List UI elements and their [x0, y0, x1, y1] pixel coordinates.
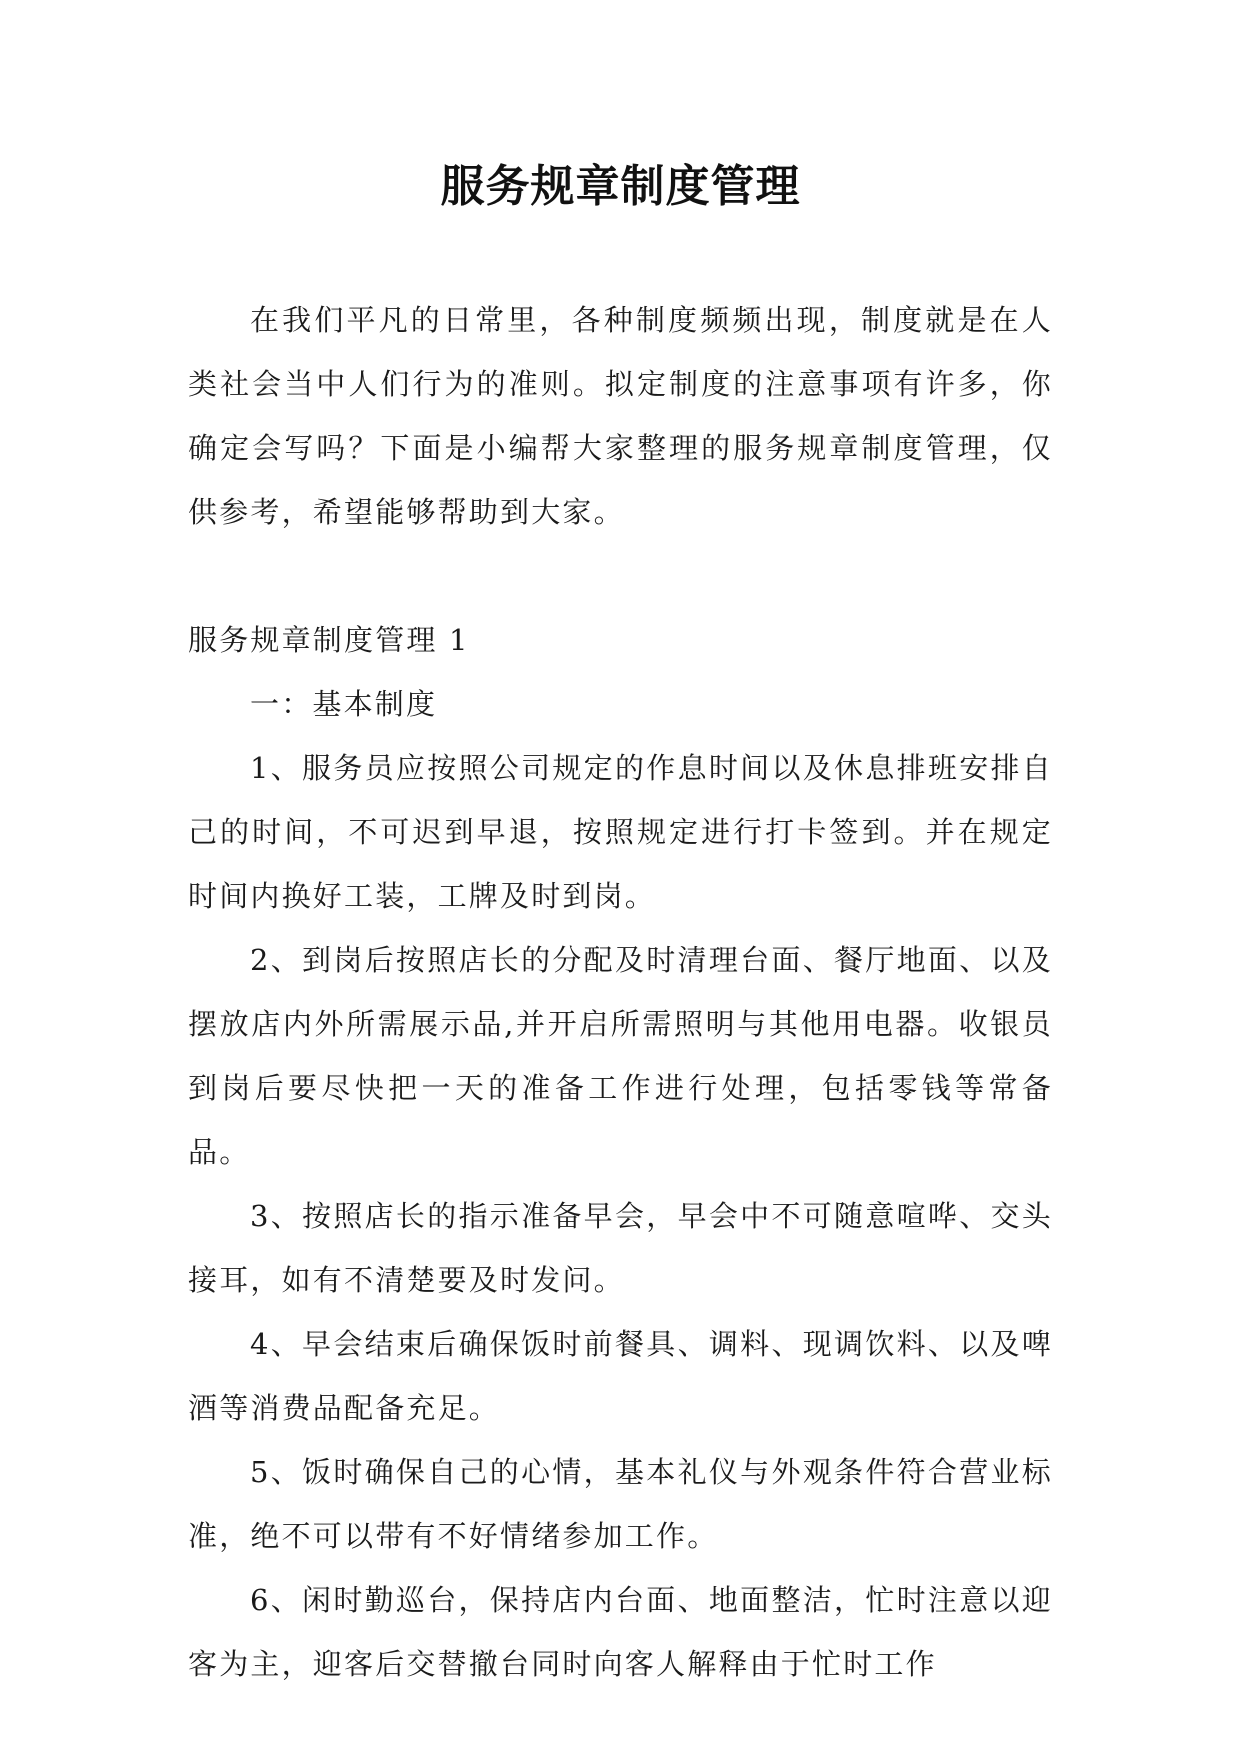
paragraph-spacer: [188, 544, 1053, 608]
rule-item-6: 6、闲时勤巡台，保持店内台面、地面整洁，忙时注意以迎客为主，迎客后交替撤台同时向客人解释由于忙时工作: [188, 1583, 1053, 1681]
rule-item-2: 2、到岗后按照店长的分配及时清理台面、餐厅地面、以及摆放店内外所需展示品,并开启所需照明与其他用电器。收银员到岗后要尽快把一天的准备工作进行处理，包括零钱等常备品。: [188, 943, 1053, 1169]
rule-item-4: 4、早会结束后确保饭时前餐具、调料、现调饮料、以及啤酒等消费品配备充足。: [188, 1327, 1053, 1425]
document-body: [188, 288, 1053, 1696]
rule-item-3: 3、按照店长的指示准备早会，早会中不可随意喧哗、交头接耳，如有不清楚要及时发问。: [188, 1199, 1053, 1297]
subsection-heading: 一：基本制度: [250, 687, 438, 721]
intro-paragraph: 在我们平凡的日常里，各种制度频频出现，制度就是在人类社会当中人们行为的准则。拟定制度的注意事项有许多，你确定会写吗？下面是小编帮大家整理的服务规章制度管理，仅供参考，希望能够帮助到大家。: [188, 303, 1053, 529]
section-heading: 服务规章制度管理 1: [188, 623, 470, 657]
document-title: 服务规章制度管理: [440, 161, 801, 212]
rule-item-1: 1、服务员应按照公司规定的作息时间以及休息排班安排自己的时间，不可迟到早退，按照规定进行打卡签到。并在规定时间内换好工装，工牌及时到岗。: [188, 751, 1053, 913]
rule-item-5: 5、饭时确保自己的心情，基本礼仪与外观条件符合营业标准，绝不可以带有不好情绪参加工作。: [188, 1455, 1053, 1553]
